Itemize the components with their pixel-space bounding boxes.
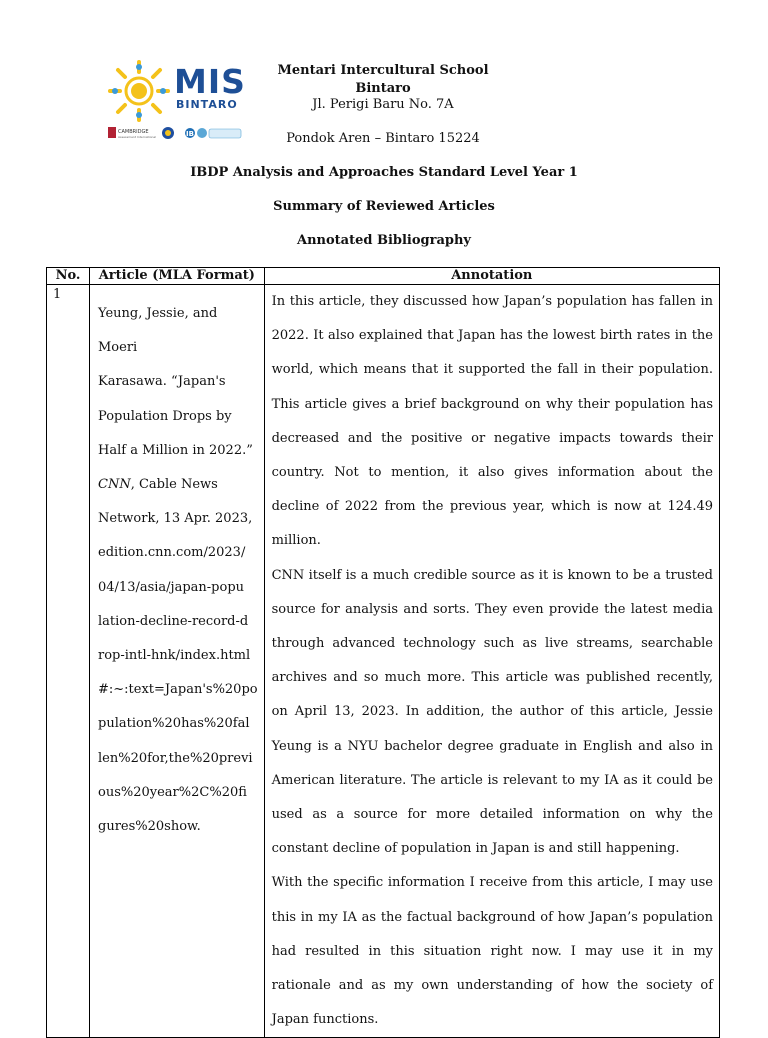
article-line: lation-decline-record-d <box>98 613 249 629</box>
annotation-paragraph: CNN itself is a much credible source as it is known to be a trusted source for analysis and sorts. They even provide the latest media through advanced technology such as live streams, searchable archives and so much more. This article was published recently, on April 13, 2023. In addition, the author of this article, Jessie Yeung is a NYU bachelor degree graduate in English and also in American literature. The article is relevant to my IA as it could be used as a source for more detailed information on why the constant decline of population in Japan is and still happening. <box>271 567 713 857</box>
article-line: #:~:text=Japan's%20po <box>98 682 258 698</box>
partner-logos <box>108 126 258 142</box>
annotation-paragraph: In this article, they discussed how Japan’s population has fallen in 2022. It also explained that Japan has the lowest birth rates in the world, which means that it supported the fall in their population. This article gives a brief background on why their population has decreased and the positive or negative impacts towards their country. Not to mention, it also gives information about the decline of 2022 from the previous year, which is now at 124.49 million. <box>271 294 713 549</box>
school-city: Pondok Aren – Bintaro 15224 <box>286 131 480 146</box>
article-line: len%20for,the%20previ <box>98 750 253 766</box>
article-line: pulation%20has%20fal <box>98 716 250 732</box>
annotation-paragraph: With the specific information I receive from this article, I may use this in my IA as the factual background of how Japan’s population had resulted in this situation right now. I may use it in my rationale and as my own understanding of how the society of Japan functions. <box>271 875 713 1028</box>
header-article: Article (MLA Format) <box>90 268 265 285</box>
article-line: Yeung, Jessie, and Moeri <box>98 306 218 356</box>
school-logo <box>108 60 258 146</box>
article-line: edition.cnn.com/2023/ <box>98 545 246 561</box>
article-line: Population Drops by <box>98 408 232 424</box>
partner-logos-icon <box>108 126 258 142</box>
table-header-row <box>47 268 720 285</box>
article-line: rop-intl-hnk/index.html <box>98 648 251 664</box>
logo-mis-text: MIS <box>174 62 246 101</box>
bibliography-table <box>46 267 720 1038</box>
sun-logo-icon <box>108 60 170 122</box>
header-no: No. <box>47 268 90 285</box>
summary-title: Summary of Reviewed Articles <box>273 199 495 214</box>
svg-text:CAMBRIDGE: CAMBRIDGE <box>118 129 149 135</box>
article-line: gures%20show. <box>98 819 201 835</box>
school-street: Jl. Perigi Baru No. 7A <box>312 97 454 112</box>
article-line: Karasawa. “Japan's <box>98 374 226 390</box>
article-line: ous%20year%2C%20fi <box>98 784 247 800</box>
school-name: Mentari Intercultural School Bintaro <box>277 63 489 96</box>
article-line: Network, 13 Apr. 2023, <box>98 511 253 527</box>
bibliography-title: Annotated Bibliography <box>296 233 471 248</box>
header-annotation: Annotation <box>264 268 719 285</box>
article-line: 04/13/asia/japan-popu <box>98 579 245 595</box>
course-title: IBDP Analysis and Approaches Standard Level Year 1 <box>190 165 578 180</box>
article-line: Half a Million in 2022.” <box>98 442 253 458</box>
logo-bintaro-text: BINTARO <box>176 98 238 111</box>
svg-text:Assessment International: Assessment International <box>118 135 157 139</box>
article-line: CNN, Cable News <box>98 477 218 493</box>
annotation-cell <box>264 285 719 1038</box>
row-number: 1 <box>47 285 90 1038</box>
table-row <box>47 285 720 1038</box>
partner-tutwuri-text <box>108 106 118 107</box>
article-cell <box>90 285 265 1038</box>
svg-text:IB: IB <box>186 130 194 138</box>
